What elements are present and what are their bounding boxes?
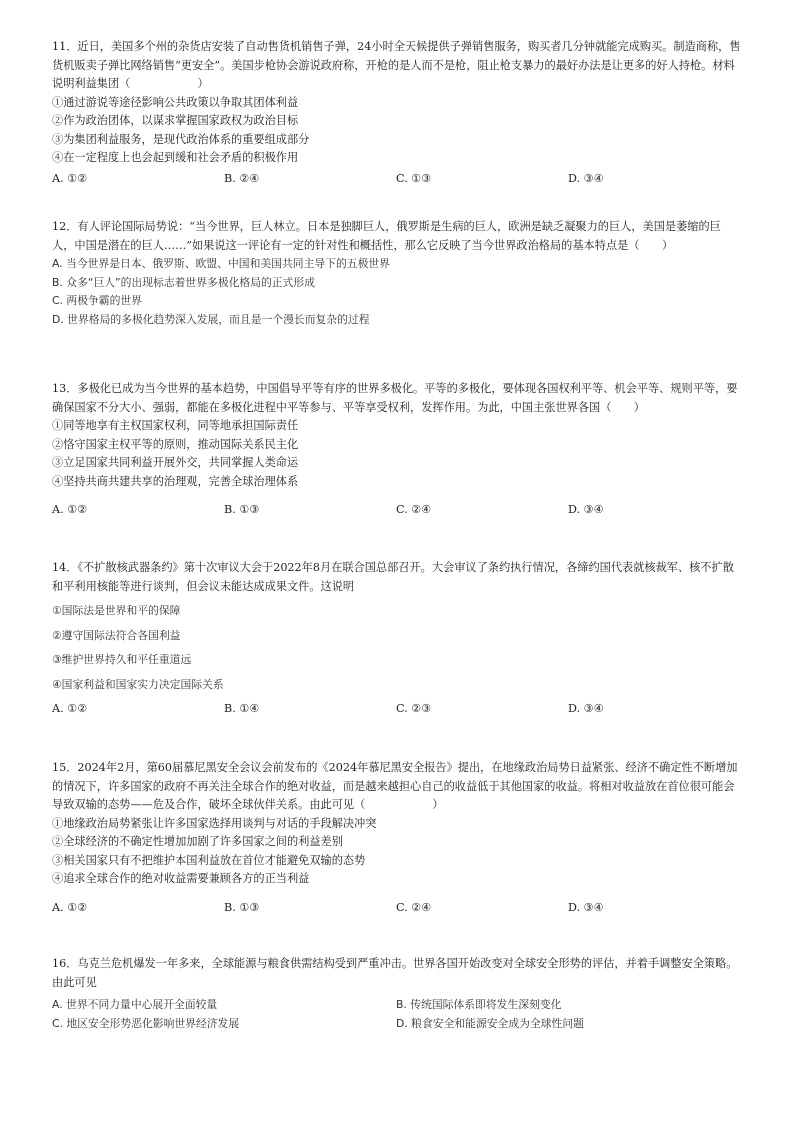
option: ①国际法是世界和平的保障 bbox=[52, 604, 181, 617]
choice-b: B. ①③ bbox=[224, 900, 260, 914]
question-16 bbox=[52, 955, 742, 1033]
choice-a: A. ①② bbox=[52, 702, 88, 715]
choice-d: D. ③④ bbox=[568, 900, 604, 914]
choice-d: D. 粮食安全和能源安全成为全球性问题 bbox=[396, 1016, 584, 1030]
option: ③立足国家共同利益开展外交，共同掌握人类命运 bbox=[52, 456, 299, 469]
question-12 bbox=[52, 218, 742, 329]
question-14 bbox=[52, 559, 742, 719]
answer-choices bbox=[52, 501, 742, 520]
option: B. 众多“巨人”的出现标志着世界多极化格局的正式形成 bbox=[52, 275, 315, 289]
question-15 bbox=[52, 759, 742, 917]
answer-choices bbox=[52, 700, 742, 719]
option: ②恪守国家主权平等的原则，推动国际关系民主化 bbox=[52, 437, 299, 451]
option: D. 世界格局的多极化趋势深入发展，而且是一个漫长而复杂的过程 bbox=[52, 312, 370, 326]
option: ②作为政治团体，以谋求掌握国家政权为政治目标 bbox=[52, 114, 299, 127]
question-stem: 15．2024年2月，第60届慕尼黑安全会议会前发布的《2024年慕尼黑安全报告》提出，在地缘政治局势日益紧张、经济不确定性不断增加的情况下，许多国家的政府不再关注全球合作的绝对收益，而是越来越担心自己的收益低于其他国家的收益。将相对收益放在首位很可能会导致双输的态势——危及合作，破坏全球伙伴关系。由此可见（ ） bbox=[52, 761, 738, 811]
option: ④国家利益和国家实力决定国际关系 bbox=[52, 677, 224, 691]
choice-a: A. ①② bbox=[52, 900, 88, 914]
choice-b: B. ①③ bbox=[224, 503, 260, 516]
answer-choices-row-1 bbox=[52, 996, 742, 1015]
choice-b: B. ①④ bbox=[224, 702, 260, 715]
option: A. 当今世界是日本、俄罗斯、欧盟、中国和美国共同主导下的五极世界 bbox=[52, 257, 390, 270]
choice-c: C. ②④ bbox=[396, 900, 432, 914]
choice-c: C. ②④ bbox=[396, 503, 432, 516]
question-11 bbox=[52, 38, 742, 188]
option: ②全球经济的不确定性增加加剧了许多国家之间的利益差别 bbox=[52, 835, 343, 848]
choice-c: C. 地区安全形势恶化影响世界经济发展 bbox=[52, 1016, 240, 1030]
choice-d: D. ③④ bbox=[568, 171, 604, 185]
question-stem: 16．乌克兰危机爆发一年多来，全球能源与粮食供需结构受到严重冲击。世界各国开始改变对全球安全形势的评估，并着手调整安全策略。由此可见 bbox=[52, 957, 738, 989]
option: ②遵守国际法符合各国利益 bbox=[52, 628, 181, 642]
choice-a: A. 世界不同力量中心展开全面较量 bbox=[52, 998, 218, 1011]
choice-b: B. 传统国际体系即将发生深刻变化 bbox=[396, 998, 562, 1011]
option: ④坚持共商共建共享的治理观，完善全球治理体系 bbox=[52, 474, 299, 488]
option: ③为集团利益服务，是现代政治体系的重要组成部分 bbox=[52, 132, 310, 146]
option: ④在一定程度上也会起到缓和社会矛盾的积极作用 bbox=[52, 151, 299, 164]
choice-a: A. ①② bbox=[52, 171, 88, 185]
option: ①同等地享有主权国家权利，同等地承担国际责任 bbox=[52, 419, 299, 432]
option: ③相关国家只有不把维护本国利益放在首位才能避免双输的态势 bbox=[52, 853, 366, 867]
option: C. 两极争霸的世界 bbox=[52, 294, 142, 307]
option: ④追求全球合作的绝对收益需要兼顾各方的正当利益 bbox=[52, 872, 310, 885]
option: ③维护世界持久和平任重道远 bbox=[52, 653, 192, 666]
question-stem: 12．有人评论国际局势说：“当今世界，巨人林立。日本是独脚巨人，俄罗斯是生病的巨人，欧洲是缺乏凝聚力的巨人，美国是萎缩的巨人，中国是潜在的巨人……”如果说这一评论有一定的针对性和概括性，那么它反映了当今世界政治格局的基本特点是（ ） bbox=[52, 220, 721, 252]
answer-choices bbox=[52, 899, 742, 918]
choice-d: D. ③④ bbox=[568, 503, 604, 516]
choice-c: C. ①③ bbox=[396, 171, 432, 185]
option: ①地缘政治局势紧张让许多国家选择用谈判与对话的手段解决冲突 bbox=[52, 816, 377, 830]
question-stem: 11．近日，美国多个州的杂货店安装了自动售货机销售子弹，24小时全天候提供子弹销售服务，购买者几分钟就能完成购买。制造商称，售货机贩卖子弹比网络销售“更安全”。美国步枪协会游说政府称，开枪的是人而不是枪，阻止枪支暴力的最好办法是让更多的好人持枪。材料说明利益集团（ ） bbox=[52, 40, 741, 90]
answer-choices bbox=[52, 170, 742, 189]
choice-a: A. ①② bbox=[52, 503, 88, 516]
choice-c: C. ②③ bbox=[396, 702, 432, 715]
question-13 bbox=[52, 380, 742, 520]
question-stem: 14．《不扩散核武器条约》第十次审议大会于2022年8月在联合国总部召开。大会审议了条约执行情况，各缔约国代表就核裁军、核不扩散和平利用核能等进行谈判，但会议未能达成成果文件。这说明 bbox=[52, 561, 734, 593]
answer-choices-row-2 bbox=[52, 1015, 742, 1034]
question-stem: 13．多极化已成为当今世界的基本趋势，中国倡导平等有序的世界多极化。平等的多极化，要体现各国权利平等、机会平等、规则平等，要确保国家不分大小、强弱，都能在多极化进程中平等参与、平等享受权利，发挥作用。为此，中国主张世界各国（ ） bbox=[52, 382, 738, 414]
option: ①通过游说等途径影响公共政策以争取其团体利益 bbox=[52, 95, 299, 109]
choice-d: D. ③④ bbox=[568, 702, 604, 715]
choice-b: B. ②④ bbox=[224, 171, 260, 185]
